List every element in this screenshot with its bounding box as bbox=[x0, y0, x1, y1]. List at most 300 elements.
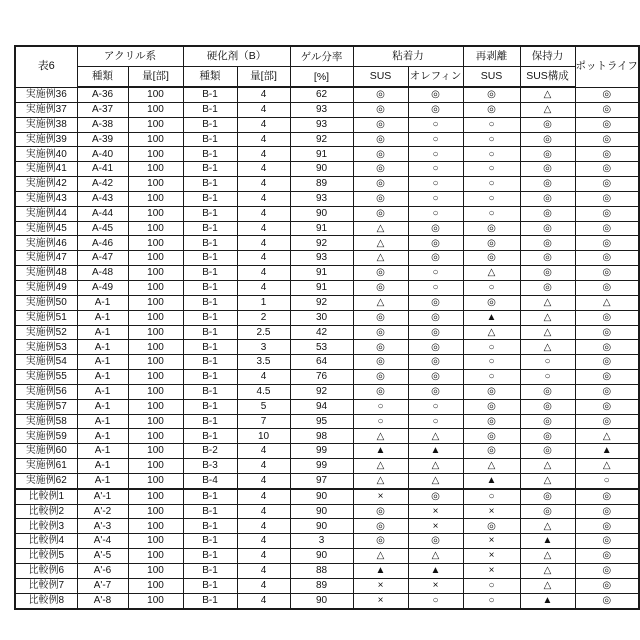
cell-gel: 64 bbox=[290, 355, 353, 370]
cell-adh_olefin: ○ bbox=[408, 177, 463, 192]
cell-gel: 93 bbox=[290, 191, 353, 206]
cell-adh_olefin: ○ bbox=[408, 132, 463, 147]
cell-gel: 92 bbox=[290, 295, 353, 310]
header-hardener-amount: 量[部] bbox=[237, 67, 290, 88]
cell-potlife: ◎ bbox=[575, 132, 639, 147]
table-row bbox=[15, 564, 639, 579]
cell-label: 実施例58 bbox=[15, 414, 77, 429]
cell-repeel_sus: ○ bbox=[463, 489, 520, 504]
cell-label: 実施例39 bbox=[15, 132, 77, 147]
header-acrylic-group: アクリル系 bbox=[77, 46, 183, 67]
cell-label: 実施例56 bbox=[15, 384, 77, 399]
cell-kind_a: A-40 bbox=[77, 147, 128, 162]
cell-hold: ◎ bbox=[520, 280, 575, 295]
cell-amt_a: 100 bbox=[128, 206, 183, 221]
cell-adh_olefin: ○ bbox=[408, 266, 463, 281]
cell-amt_a: 100 bbox=[128, 504, 183, 519]
cell-kind_b: B-1 bbox=[183, 236, 237, 251]
cell-amt_b: 4 bbox=[237, 132, 290, 147]
cell-gel: 92 bbox=[290, 236, 353, 251]
cell-kind_b: B-1 bbox=[183, 162, 237, 177]
cell-label: 実施例43 bbox=[15, 191, 77, 206]
cell-label: 実施例46 bbox=[15, 236, 77, 251]
cell-label: 実施例49 bbox=[15, 280, 77, 295]
table-row bbox=[15, 370, 639, 385]
cell-gel: 92 bbox=[290, 384, 353, 399]
cell-kind_b: B-1 bbox=[183, 87, 237, 102]
cell-hold: △ bbox=[520, 310, 575, 325]
cell-kind_b: B-1 bbox=[183, 117, 237, 132]
cell-potlife: ◎ bbox=[575, 325, 639, 340]
cell-label: 実施例60 bbox=[15, 444, 77, 459]
cell-kind_b: B-1 bbox=[183, 147, 237, 162]
cell-kind_a: A-39 bbox=[77, 132, 128, 147]
cell-adh_sus: ○ bbox=[353, 399, 408, 414]
cell-potlife: ◎ bbox=[575, 504, 639, 519]
cell-potlife: ◎ bbox=[575, 534, 639, 549]
cell-potlife: ◎ bbox=[575, 280, 639, 295]
table-row bbox=[15, 87, 639, 102]
cell-hold: ◎ bbox=[520, 429, 575, 444]
table-row bbox=[15, 578, 639, 593]
cell-adh_sus: ◎ bbox=[353, 191, 408, 206]
cell-gel: 94 bbox=[290, 399, 353, 414]
cell-adh_sus: ◎ bbox=[353, 340, 408, 355]
cell-gel: 93 bbox=[290, 251, 353, 266]
cell-kind_b: B-1 bbox=[183, 399, 237, 414]
cell-amt_b: 3 bbox=[237, 340, 290, 355]
cell-label: 比較例4 bbox=[15, 534, 77, 549]
cell-adh_sus: ◎ bbox=[353, 177, 408, 192]
cell-gel: 90 bbox=[290, 206, 353, 221]
header-acrylic-kind: 種類 bbox=[77, 67, 128, 88]
cell-label: 実施例37 bbox=[15, 102, 77, 117]
cell-kind_b: B-1 bbox=[183, 325, 237, 340]
cell-repeel_sus: △ bbox=[463, 459, 520, 474]
cell-hold: △ bbox=[520, 87, 575, 102]
cell-kind_a: A'-6 bbox=[77, 564, 128, 579]
cell-repeel_sus: ▲ bbox=[463, 473, 520, 488]
cell-adh_sus: ◎ bbox=[353, 266, 408, 281]
table-row bbox=[15, 280, 639, 295]
cell-repeel_sus: ○ bbox=[463, 280, 520, 295]
cell-kind_a: A-45 bbox=[77, 221, 128, 236]
cell-label: 比較例7 bbox=[15, 578, 77, 593]
cell-amt_b: 4 bbox=[237, 147, 290, 162]
cell-label: 比較例2 bbox=[15, 504, 77, 519]
cell-repeel_sus: ◎ bbox=[463, 384, 520, 399]
cell-repeel_sus: ◎ bbox=[463, 519, 520, 534]
cell-repeel_sus: ◎ bbox=[463, 102, 520, 117]
cell-gel: 92 bbox=[290, 132, 353, 147]
header-row-groups bbox=[15, 46, 639, 67]
cell-repeel_sus: ○ bbox=[463, 132, 520, 147]
cell-adh_sus: ▲ bbox=[353, 444, 408, 459]
table-caption: 表6 bbox=[15, 46, 77, 87]
cell-adh_sus: ◎ bbox=[353, 87, 408, 102]
cell-amt_a: 100 bbox=[128, 578, 183, 593]
cell-repeel_sus: ○ bbox=[463, 593, 520, 608]
cell-amt_b: 4 bbox=[237, 251, 290, 266]
cell-label: 比較例3 bbox=[15, 519, 77, 534]
table-row bbox=[15, 147, 639, 162]
cell-gel: 99 bbox=[290, 444, 353, 459]
cell-amt_b: 4 bbox=[237, 549, 290, 564]
cell-amt_b: 4 bbox=[237, 191, 290, 206]
cell-gel: 89 bbox=[290, 578, 353, 593]
cell-adh_sus: × bbox=[353, 578, 408, 593]
cell-potlife: ▲ bbox=[575, 444, 639, 459]
table-row bbox=[15, 206, 639, 221]
cell-adh_olefin: ◎ bbox=[408, 236, 463, 251]
cell-hold: △ bbox=[520, 473, 575, 488]
cell-kind_b: B-1 bbox=[183, 355, 237, 370]
cell-repeel_sus: ◎ bbox=[463, 295, 520, 310]
cell-gel: 93 bbox=[290, 117, 353, 132]
header-row-sub bbox=[15, 67, 639, 88]
cell-kind_a: A-37 bbox=[77, 102, 128, 117]
cell-repeel_sus: ◎ bbox=[463, 444, 520, 459]
cell-amt_b: 1 bbox=[237, 295, 290, 310]
cell-amt_b: 2 bbox=[237, 310, 290, 325]
cell-potlife: ◎ bbox=[575, 370, 639, 385]
cell-adh_sus: △ bbox=[353, 221, 408, 236]
cell-kind_b: B-2 bbox=[183, 444, 237, 459]
cell-amt_a: 100 bbox=[128, 429, 183, 444]
cell-amt_b: 4 bbox=[237, 236, 290, 251]
cell-adh_sus: ◎ bbox=[353, 147, 408, 162]
cell-adh_sus: ◎ bbox=[353, 325, 408, 340]
cell-kind_b: B-1 bbox=[183, 534, 237, 549]
cell-hold: ◎ bbox=[520, 399, 575, 414]
cell-potlife: ◎ bbox=[575, 177, 639, 192]
cell-amt_a: 100 bbox=[128, 355, 183, 370]
cell-label: 実施例54 bbox=[15, 355, 77, 370]
cell-gel: 90 bbox=[290, 162, 353, 177]
cell-amt_b: 4 bbox=[237, 87, 290, 102]
cell-kind_b: B-1 bbox=[183, 593, 237, 608]
cell-kind_a: A-1 bbox=[77, 459, 128, 474]
cell-kind_a: A-48 bbox=[77, 266, 128, 281]
cell-adh_olefin: ○ bbox=[408, 206, 463, 221]
cell-potlife: ◎ bbox=[575, 578, 639, 593]
cell-hold: △ bbox=[520, 578, 575, 593]
table-header bbox=[15, 46, 639, 87]
cell-kind_a: A-1 bbox=[77, 310, 128, 325]
cell-gel: 3 bbox=[290, 534, 353, 549]
cell-gel: 91 bbox=[290, 280, 353, 295]
cell-repeel_sus: ○ bbox=[463, 191, 520, 206]
cell-hold: ◎ bbox=[520, 117, 575, 132]
cell-kind_b: B-1 bbox=[183, 429, 237, 444]
table-body bbox=[15, 87, 639, 609]
cell-potlife: ◎ bbox=[575, 384, 639, 399]
cell-repeel_sus: ◎ bbox=[463, 399, 520, 414]
cell-kind_a: A'-2 bbox=[77, 504, 128, 519]
cell-potlife: ◎ bbox=[575, 251, 639, 266]
cell-amt_a: 100 bbox=[128, 370, 183, 385]
cell-amt_a: 100 bbox=[128, 236, 183, 251]
cell-kind_a: A-42 bbox=[77, 177, 128, 192]
cell-potlife: ◎ bbox=[575, 162, 639, 177]
cell-hold: ◎ bbox=[520, 191, 575, 206]
table-6 bbox=[14, 45, 640, 610]
cell-hold: ◎ bbox=[520, 132, 575, 147]
cell-hold: ◎ bbox=[520, 162, 575, 177]
cell-adh_olefin: ◎ bbox=[408, 384, 463, 399]
cell-adh_olefin: ▲ bbox=[408, 564, 463, 579]
cell-kind_b: B-1 bbox=[183, 370, 237, 385]
cell-amt_a: 100 bbox=[128, 147, 183, 162]
cell-adh_olefin: ○ bbox=[408, 162, 463, 177]
cell-label: 実施例59 bbox=[15, 429, 77, 444]
cell-adh_olefin: ○ bbox=[408, 399, 463, 414]
cell-amt_a: 100 bbox=[128, 162, 183, 177]
table-row bbox=[15, 132, 639, 147]
cell-adh_olefin: ◎ bbox=[408, 251, 463, 266]
cell-amt_b: 4 bbox=[237, 102, 290, 117]
cell-hold: △ bbox=[520, 340, 575, 355]
cell-adh_sus: × bbox=[353, 489, 408, 504]
cell-amt_b: 4 bbox=[237, 444, 290, 459]
cell-potlife: ◎ bbox=[575, 355, 639, 370]
cell-adh_sus: △ bbox=[353, 429, 408, 444]
cell-kind_b: B-1 bbox=[183, 280, 237, 295]
header-adhesion-sus: SUS bbox=[353, 67, 408, 88]
header-acrylic-amount: 量[部] bbox=[128, 67, 183, 88]
cell-kind_a: A-44 bbox=[77, 206, 128, 221]
cell-adh_olefin: ○ bbox=[408, 147, 463, 162]
cell-adh_olefin: ◎ bbox=[408, 325, 463, 340]
cell-potlife: ◎ bbox=[575, 102, 639, 117]
cell-amt_a: 100 bbox=[128, 459, 183, 474]
cell-hold: ◎ bbox=[520, 414, 575, 429]
cell-adh_sus: ◎ bbox=[353, 280, 408, 295]
table-row bbox=[15, 414, 639, 429]
cell-kind_b: B-1 bbox=[183, 489, 237, 504]
cell-amt_b: 4 bbox=[237, 473, 290, 488]
cell-gel: 91 bbox=[290, 221, 353, 236]
cell-kind_b: B-1 bbox=[183, 384, 237, 399]
cell-hold: ◎ bbox=[520, 266, 575, 281]
cell-kind_b: B-1 bbox=[183, 340, 237, 355]
cell-repeel_sus: × bbox=[463, 534, 520, 549]
cell-gel: 90 bbox=[290, 549, 353, 564]
cell-amt_b: 4 bbox=[237, 459, 290, 474]
header-gel-fraction: ゲル分率 bbox=[290, 46, 353, 67]
cell-gel: 90 bbox=[290, 519, 353, 534]
cell-adh_sus: ◎ bbox=[353, 132, 408, 147]
cell-repeel_sus: ▲ bbox=[463, 310, 520, 325]
cell-amt_a: 100 bbox=[128, 534, 183, 549]
cell-kind_b: B-1 bbox=[183, 251, 237, 266]
cell-potlife: ◎ bbox=[575, 221, 639, 236]
cell-kind_b: B-1 bbox=[183, 519, 237, 534]
cell-kind_b: B-1 bbox=[183, 206, 237, 221]
cell-amt_a: 100 bbox=[128, 295, 183, 310]
cell-repeel_sus: △ bbox=[463, 266, 520, 281]
cell-adh_olefin: ◎ bbox=[408, 489, 463, 504]
cell-hold: ◎ bbox=[520, 444, 575, 459]
cell-potlife: △ bbox=[575, 459, 639, 474]
cell-label: 実施例47 bbox=[15, 251, 77, 266]
cell-amt_a: 100 bbox=[128, 251, 183, 266]
table-row bbox=[15, 549, 639, 564]
table-row bbox=[15, 251, 639, 266]
cell-label: 実施例40 bbox=[15, 147, 77, 162]
cell-kind_b: B-1 bbox=[183, 549, 237, 564]
cell-adh_sus: ◎ bbox=[353, 117, 408, 132]
cell-potlife: ◎ bbox=[575, 399, 639, 414]
cell-hold: ▲ bbox=[520, 534, 575, 549]
cell-repeel_sus: ◎ bbox=[463, 87, 520, 102]
cell-kind_b: B-1 bbox=[183, 504, 237, 519]
cell-amt_b: 4 bbox=[237, 206, 290, 221]
cell-potlife: ○ bbox=[575, 473, 639, 488]
cell-adh_sus: ◎ bbox=[353, 534, 408, 549]
cell-amt_b: 3.5 bbox=[237, 355, 290, 370]
cell-potlife: ◎ bbox=[575, 266, 639, 281]
cell-potlife: ◎ bbox=[575, 489, 639, 504]
cell-kind_a: A-1 bbox=[77, 370, 128, 385]
cell-adh_sus: × bbox=[353, 593, 408, 608]
cell-adh_olefin: ○ bbox=[408, 117, 463, 132]
cell-hold: △ bbox=[520, 459, 575, 474]
cell-adh_sus: ◎ bbox=[353, 355, 408, 370]
table-row bbox=[15, 325, 639, 340]
cell-hold: △ bbox=[520, 102, 575, 117]
cell-repeel_sus: ○ bbox=[463, 370, 520, 385]
cell-gel: 90 bbox=[290, 593, 353, 608]
table-row bbox=[15, 444, 639, 459]
cell-repeel_sus: × bbox=[463, 564, 520, 579]
cell-kind_a: A-1 bbox=[77, 384, 128, 399]
cell-potlife: ◎ bbox=[575, 206, 639, 221]
table-row bbox=[15, 504, 639, 519]
cell-amt_a: 100 bbox=[128, 191, 183, 206]
cell-amt_b: 4 bbox=[237, 221, 290, 236]
cell-adh_sus: △ bbox=[353, 459, 408, 474]
cell-kind_b: B-1 bbox=[183, 564, 237, 579]
cell-label: 実施例38 bbox=[15, 117, 77, 132]
cell-repeel_sus: ◎ bbox=[463, 236, 520, 251]
header-repeel-group: 再剥離 bbox=[463, 46, 520, 67]
cell-potlife: ◎ bbox=[575, 87, 639, 102]
cell-label: 実施例44 bbox=[15, 206, 77, 221]
cell-amt_b: 4 bbox=[237, 534, 290, 549]
cell-gel: 30 bbox=[290, 310, 353, 325]
cell-kind_b: B-1 bbox=[183, 578, 237, 593]
cell-label: 実施例36 bbox=[15, 87, 77, 102]
cell-amt_a: 100 bbox=[128, 132, 183, 147]
cell-label: 比較例6 bbox=[15, 564, 77, 579]
table-row bbox=[15, 102, 639, 117]
cell-gel: 98 bbox=[290, 429, 353, 444]
cell-repeel_sus: ◎ bbox=[463, 429, 520, 444]
table-row bbox=[15, 295, 639, 310]
cell-gel: 90 bbox=[290, 504, 353, 519]
cell-kind_a: A-1 bbox=[77, 414, 128, 429]
cell-adh_olefin: ◎ bbox=[408, 295, 463, 310]
cell-hold: ◎ bbox=[520, 251, 575, 266]
table-row bbox=[15, 384, 639, 399]
cell-kind_a: A-46 bbox=[77, 236, 128, 251]
cell-adh_olefin: ○ bbox=[408, 280, 463, 295]
header-hardener-kind: 種類 bbox=[183, 67, 237, 88]
table-row bbox=[15, 266, 639, 281]
cell-gel: 62 bbox=[290, 87, 353, 102]
cell-kind_a: A-43 bbox=[77, 191, 128, 206]
cell-amt_a: 100 bbox=[128, 593, 183, 608]
cell-kind_a: A-47 bbox=[77, 251, 128, 266]
cell-adh_olefin: ◎ bbox=[408, 310, 463, 325]
cell-label: 実施例57 bbox=[15, 399, 77, 414]
cell-amt_a: 100 bbox=[128, 444, 183, 459]
cell-hold: ◎ bbox=[520, 236, 575, 251]
cell-kind_a: A-1 bbox=[77, 444, 128, 459]
table-row bbox=[15, 355, 639, 370]
cell-adh_olefin: ○ bbox=[408, 593, 463, 608]
cell-kind_a: A-1 bbox=[77, 340, 128, 355]
cell-adh_sus: △ bbox=[353, 295, 408, 310]
cell-potlife: ◎ bbox=[575, 519, 639, 534]
cell-amt_b: 4 bbox=[237, 504, 290, 519]
cell-adh_sus: ◎ bbox=[353, 102, 408, 117]
cell-kind_a: A-38 bbox=[77, 117, 128, 132]
cell-kind_a: A-36 bbox=[77, 87, 128, 102]
cell-hold: ◎ bbox=[520, 221, 575, 236]
cell-gel: 90 bbox=[290, 489, 353, 504]
cell-amt_a: 100 bbox=[128, 399, 183, 414]
cell-adh_olefin: ◎ bbox=[408, 221, 463, 236]
table-row bbox=[15, 519, 639, 534]
cell-adh_sus: ◎ bbox=[353, 519, 408, 534]
cell-adh_sus: ◎ bbox=[353, 384, 408, 399]
cell-adh_olefin: × bbox=[408, 504, 463, 519]
cell-adh_sus: ◎ bbox=[353, 370, 408, 385]
cell-repeel_sus: ◎ bbox=[463, 251, 520, 266]
cell-repeel_sus: ○ bbox=[463, 162, 520, 177]
cell-repeel_sus: ○ bbox=[463, 340, 520, 355]
table-row bbox=[15, 177, 639, 192]
cell-gel: 76 bbox=[290, 370, 353, 385]
cell-kind_b: B-1 bbox=[183, 221, 237, 236]
cell-label: 比較例1 bbox=[15, 489, 77, 504]
cell-amt_b: 5 bbox=[237, 399, 290, 414]
cell-kind_a: A-1 bbox=[77, 295, 128, 310]
cell-amt_b: 4 bbox=[237, 489, 290, 504]
cell-label: 実施例50 bbox=[15, 295, 77, 310]
cell-adh_olefin: △ bbox=[408, 429, 463, 444]
cell-potlife: ◎ bbox=[575, 564, 639, 579]
cell-repeel_sus: × bbox=[463, 549, 520, 564]
cell-label: 実施例51 bbox=[15, 310, 77, 325]
cell-potlife: ◎ bbox=[575, 593, 639, 608]
header-potlife: ポットライフ bbox=[575, 46, 639, 87]
table-6-container bbox=[14, 45, 640, 610]
cell-hold: ◎ bbox=[520, 147, 575, 162]
cell-amt_b: 4 bbox=[237, 162, 290, 177]
cell-kind_a: A'-4 bbox=[77, 534, 128, 549]
cell-label: 実施例42 bbox=[15, 177, 77, 192]
cell-amt_a: 100 bbox=[128, 177, 183, 192]
table-row bbox=[15, 340, 639, 355]
cell-repeel_sus: ○ bbox=[463, 117, 520, 132]
cell-adh_olefin: ○ bbox=[408, 191, 463, 206]
table-row bbox=[15, 534, 639, 549]
cell-potlife: ◎ bbox=[575, 236, 639, 251]
cell-repeel_sus: × bbox=[463, 504, 520, 519]
